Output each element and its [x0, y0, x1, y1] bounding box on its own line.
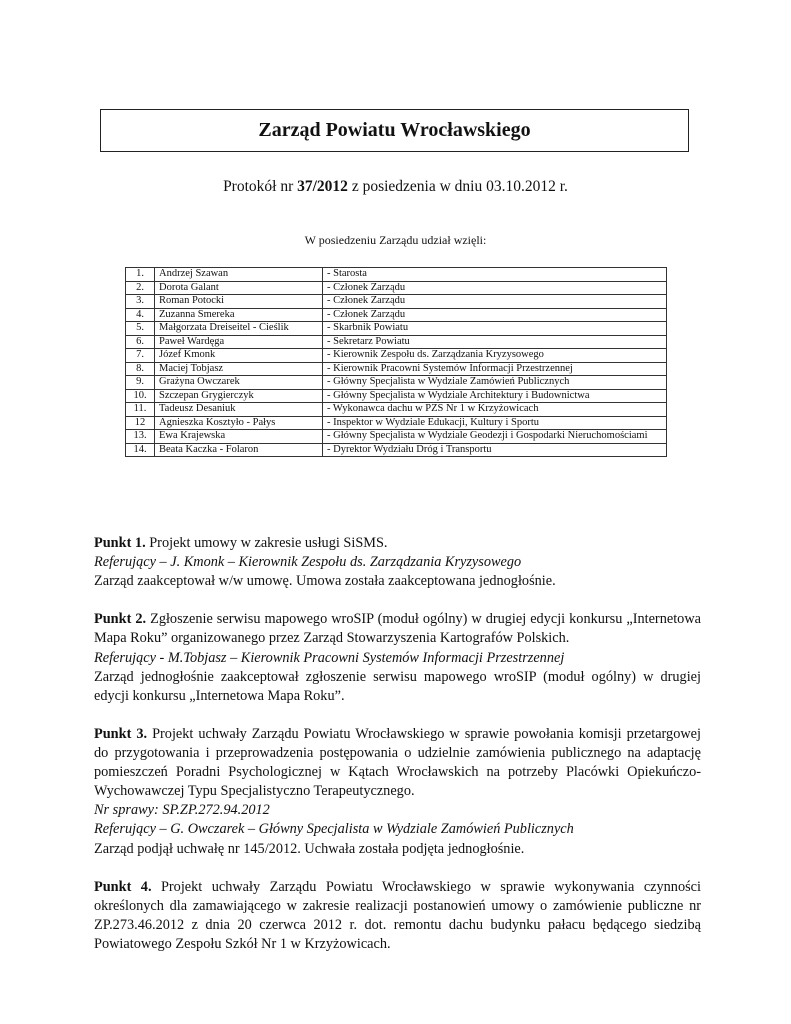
point-label: Punkt 3.: [94, 725, 148, 742]
member-number: 7.: [126, 349, 155, 363]
member-role: - Członek Zarządu: [323, 281, 667, 295]
member-name: Ewa Krajewska: [155, 430, 323, 444]
table-row: [126, 268, 667, 282]
agenda-point: [94, 878, 701, 954]
member-role: - Inspektor w Wydziale Edukacji, Kultury i Sportu: [323, 416, 667, 430]
table-row: [126, 349, 667, 363]
agenda-point: [94, 610, 701, 705]
member-name: Zuzanna Smereka: [155, 308, 323, 322]
member-role: - Członek Zarządu: [323, 295, 667, 309]
member-name: Szczepan Grygierczyk: [155, 389, 323, 403]
agenda-point: [94, 534, 701, 591]
member-number: 12: [126, 416, 155, 430]
point-text: Zgłoszenie serwisu mapowego wroSIP (moduł ogólny) w drugiej edycji konkursu „Internetowa Mapa Roku” organizowanego przez Zarząd Stowarzyszenia Kartografów Polskich.: [94, 611, 701, 647]
page-title: Zarząd Powiatu Wrocławskiego: [258, 119, 531, 141]
title-box: [100, 109, 689, 152]
point-description: [94, 878, 701, 954]
member-name: Józef Kmonk: [155, 349, 323, 363]
table-row: [126, 295, 667, 309]
point-decision: Zarząd jednogłośnie zaakceptował zgłoszenie serwisu mapowego wroSIP (moduł ogólny) w drugiej edycji konkursu „Internetowa Mapa Roku”.: [94, 668, 701, 704]
member-role: - Wykonawca dachu w PZS Nr 1 w Krzyżowicach: [323, 403, 667, 417]
member-number: 13.: [126, 430, 155, 444]
table-row: [126, 416, 667, 430]
member-name: Dorota Galant: [155, 281, 323, 295]
member-number: 8.: [126, 362, 155, 376]
member-number: 2.: [126, 281, 155, 295]
point-decision: Zarząd podjął uchwałę nr 145/2012. Uchwała została podjęta jednogłośnie.: [94, 840, 525, 857]
member-role: - Kierownik Pracowni Systemów Informacji Przestrzennej: [323, 362, 667, 376]
member-role: - Skarbnik Powiatu: [323, 322, 667, 336]
table-row: [126, 308, 667, 322]
member-number: 11.: [126, 403, 155, 417]
member-role: - Kierownik Zespołu ds. Zarządzania Kryzysowego: [323, 349, 667, 363]
point-decision: Zarząd zaakceptował w/w umowę. Umowa została zaakceptowana jednogłośnie.: [94, 573, 556, 590]
protocol-number: 37/2012: [297, 178, 348, 195]
member-name: Agnieszka Kosztyło - Pałys: [155, 416, 323, 430]
member-number: 1.: [126, 268, 155, 282]
protocol-suffix: z posiedzenia w dniu 03.10.2012 r.: [347, 178, 568, 195]
member-number: 10.: [126, 389, 155, 403]
member-name: Roman Potocki: [155, 295, 323, 309]
attendance-heading: W posiedzeniu Zarządu udział wzięli:: [304, 233, 487, 247]
member-role: - Główny Specjalista w Wydziale Geodezji i Gospodarki Nieruchomościami: [323, 430, 667, 444]
member-number: 5.: [126, 322, 155, 336]
member-role: - Główny Specjalista w Wydziale Zamówień Publicznych: [323, 376, 667, 390]
member-number: 3.: [126, 295, 155, 309]
attendance-table: [125, 267, 667, 457]
table-row: [126, 443, 667, 457]
table-row: [126, 403, 667, 417]
table-row: [126, 335, 667, 349]
point-description: [94, 725, 701, 801]
member-role: - Dyrektor Wydziału Dróg i Transportu: [323, 443, 667, 457]
member-number: 9.: [126, 376, 155, 390]
point-description: [94, 534, 701, 553]
protocol-line: [0, 178, 791, 196]
member-name: Tadeusz Desaniuk: [155, 403, 323, 417]
point-speaker: Referujący – J. Kmonk – Kierownik Zespołu ds. Zarządzania Kryzysowego: [94, 554, 522, 571]
member-number: 4.: [126, 308, 155, 322]
point-text: Projekt umowy w zakresie usługi SiSMS.: [145, 535, 388, 551]
protocol-prefix: Protokół nr: [223, 178, 298, 195]
point-label: Punkt 1.: [94, 535, 146, 551]
member-role: - Starosta: [323, 268, 667, 282]
point-speaker: Referujący - M.Tobjasz – Kierownik Pracowni Systemów Informacji Przestrzennej: [94, 649, 565, 666]
point-text: Projekt uchwały Zarządu Powiatu Wrocławskiego w sprawie wykonywania czynności określonych dla zamawiającego w zakresie realizacji postanowień umowy o zamówienie publiczne nr ZP.273.46.2012 z dnia 20 czerwca 2012 r. dot. remontu dachu budynku pałacu będącego siedzibą Powiatowego Zespołu Szkół Nr 1 w Krzyżowicach.: [94, 878, 701, 952]
table-row: [126, 281, 667, 295]
point-label: Punkt 2.: [94, 611, 147, 628]
member-role: - Sekretarz Powiatu: [323, 335, 667, 349]
member-name: Grażyna Owczarek: [155, 376, 323, 390]
point-label: Punkt 4.: [94, 878, 152, 895]
agenda-point: [94, 725, 701, 859]
table-row: [126, 389, 667, 403]
point-description: [94, 610, 701, 648]
member-name: Beata Kaczka - Folaron: [155, 443, 323, 457]
member-number: 6.: [126, 335, 155, 349]
member-number: 14.: [126, 443, 155, 457]
member-name: Paweł Wardęga: [155, 335, 323, 349]
point-text: Projekt uchwały Zarządu Powiatu Wrocławskiego w sprawie powołania komisji przetargowej do przygotowania i przeprowadzenia postępowania o udzielnie zamówienia publicznego na adaptację pomieszczeń Poradni Psychologicznej w Kątach Wrocławskich na potrzeby Placówki Opiekuńczo-Wychowawczej Typu Specjalistyczno Terapeutycznego.: [94, 725, 701, 800]
table-row: [126, 362, 667, 376]
table-row: [126, 376, 667, 390]
member-name: Małgorzata Dreiseitel - Cieślik: [155, 322, 323, 336]
member-name: Maciej Tobjasz: [155, 362, 323, 376]
agenda-points: [94, 534, 701, 973]
table-row: [126, 430, 667, 444]
table-row: [126, 322, 667, 336]
member-role: - Główny Specjalista w Wydziale Architektury i Budownictwa: [323, 389, 667, 403]
case-number: Nr sprawy: SP.ZP.272.94.2012: [94, 802, 270, 819]
member-name: Andrzej Szawan: [155, 268, 323, 282]
point-speaker: Referujący – G. Owczarek – Główny Specjalista w Wydziale Zamówień Publicznych: [94, 821, 574, 838]
member-role: - Członek Zarządu: [323, 308, 667, 322]
